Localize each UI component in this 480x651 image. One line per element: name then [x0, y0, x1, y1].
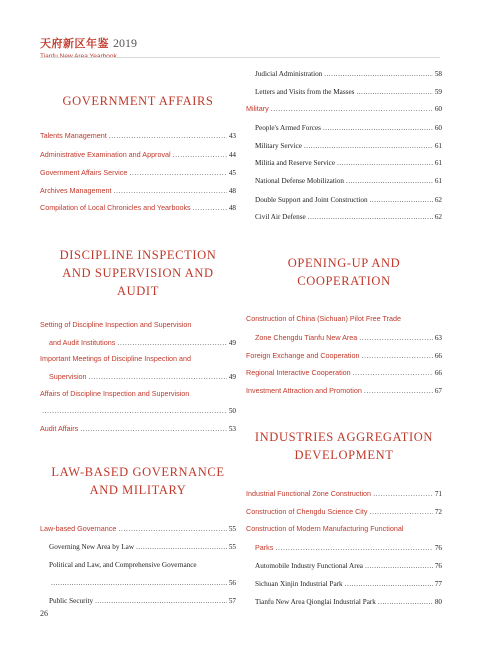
- toc-entry-manufacturing[interactable]: Parks ..... 76: [246, 543, 442, 553]
- header-title-en: Tianfu New Area Yearbook: [40, 53, 117, 60]
- toc-entry-law-based[interactable]: Law-based Governance ..... 55: [40, 524, 236, 534]
- header-title-cn: 天府新区年鉴: [40, 37, 109, 50]
- toc-entry-setting[interactable]: and Audit Institutions ..... 49: [40, 338, 236, 348]
- toc-entry-regional[interactable]: Regional Interactive Cooperation ..... 66: [246, 368, 442, 378]
- toc-entry-civil-air[interactable]: Civil Air Defense ..... 62: [246, 212, 442, 222]
- section-title-government-affairs: GOVERNMENT AFFAIRS: [62, 94, 214, 108]
- toc-entry-audit[interactable]: Audit Affairs ..... 53: [40, 424, 236, 434]
- toc-entry-affairs[interactable]: ..... 50: [40, 406, 236, 416]
- toc-entry-mobilization[interactable]: National Defense Mobilization ..... 61: [246, 176, 442, 186]
- toc-entry-science-city[interactable]: Construction of Chengdu Science City ..... 72: [246, 507, 442, 517]
- toc-entry-judicial[interactable]: Judicial Administration ..... 58: [246, 69, 442, 79]
- toc-entry-qionglai[interactable]: Tianfu New Area Qionglai Industrial Park ..... 80: [246, 597, 442, 607]
- toc-entry-automobile[interactable]: Automobile Industry Functional Area ..... 76: [246, 561, 442, 571]
- toc-entry-foreign-exchange[interactable]: Foreign Exchange and Cooperation ..... 66: [246, 351, 442, 361]
- toc-entry-militia[interactable]: Militia and Reserve Service ..... 61: [246, 158, 442, 168]
- toc-entry-gov-by-law[interactable]: Governing New Area by Law ..... 55: [40, 542, 236, 552]
- toc-entry-meetings[interactable]: Supervision ..... 49: [40, 372, 236, 382]
- toc-entry-double-support[interactable]: Double Support and Joint Construction ..... 62: [246, 195, 442, 205]
- toc-entry-ftz[interactable]: Zone Chengdu Tianfu New Area ..... 63: [246, 333, 442, 343]
- toc-entry-political-line1[interactable]: Political and Law, and Comprehensive Governance: [49, 561, 197, 569]
- page-number: 26: [40, 609, 48, 618]
- toc-entry-political[interactable]: ..... 56: [40, 578, 236, 588]
- toc-entry-approval[interactable]: Administrative Examination and Approval ..... 44: [40, 150, 236, 160]
- toc-entry-meetings-line1[interactable]: Important Meetings of Discipline Inspection and: [40, 354, 192, 363]
- toc-entry-talents[interactable]: Talents Management ..... 43: [40, 131, 236, 141]
- header-year: 2019: [113, 36, 137, 50]
- section-title-law: LAW-BASED GOVERNANCE AND MILITARY: [51, 465, 225, 497]
- section-title-discipline: DISCIPLINE INSPECTION AND SUPERVISION AND AUDIT: [59, 248, 217, 298]
- toc-entry-investment[interactable]: Investment Attraction and Promotion ..... 67: [246, 386, 442, 396]
- toc-entry-xinjin[interactable]: Sichuan Xinjin Industrial Park ..... 77: [246, 579, 442, 589]
- header-divider: [40, 57, 440, 58]
- toc-entry-public-security[interactable]: Public Security ..... 57: [40, 596, 236, 606]
- toc-entry-armed-forces[interactable]: People's Armed Forces ..... 60: [246, 123, 442, 133]
- toc-entry-setting-line1[interactable]: Setting of Discipline Inspection and Supervision: [40, 320, 192, 329]
- toc-entry-military-service[interactable]: Military Service ..... 61: [246, 141, 442, 151]
- section-title-opening-up: OPENING-UP AND COOPERATION: [287, 256, 401, 288]
- toc-entry-chronicles[interactable]: Compilation of Local Chronicles and Yearbooks ..... 48: [40, 203, 236, 213]
- toc-entry-letters[interactable]: Letters and Visits from the Masses ..... 59: [246, 87, 442, 97]
- section-title-industries: INDUSTRIES AGGREGATION DEVELOPMENT: [254, 430, 434, 462]
- toc-entry-affairs-line1[interactable]: Affairs of Discipline Inspection and Supervision: [40, 389, 190, 398]
- toc-entry-functional-zone[interactable]: Industrial Functional Zone Construction ..... 71: [246, 489, 442, 499]
- toc-entry-archives[interactable]: Archives Management ..... 48: [40, 186, 236, 196]
- toc-entry-ftz-line1[interactable]: Construction of China (Sichuan) Pilot Free Trade: [246, 314, 402, 323]
- toc-entry-gov-service[interactable]: Government Affairs Service ..... 45: [40, 168, 236, 178]
- toc-entry-military[interactable]: Military ..... 60: [246, 104, 442, 114]
- toc-entry-manufacturing-line1[interactable]: Construction of Modern Manufacturing Functional: [246, 524, 404, 533]
